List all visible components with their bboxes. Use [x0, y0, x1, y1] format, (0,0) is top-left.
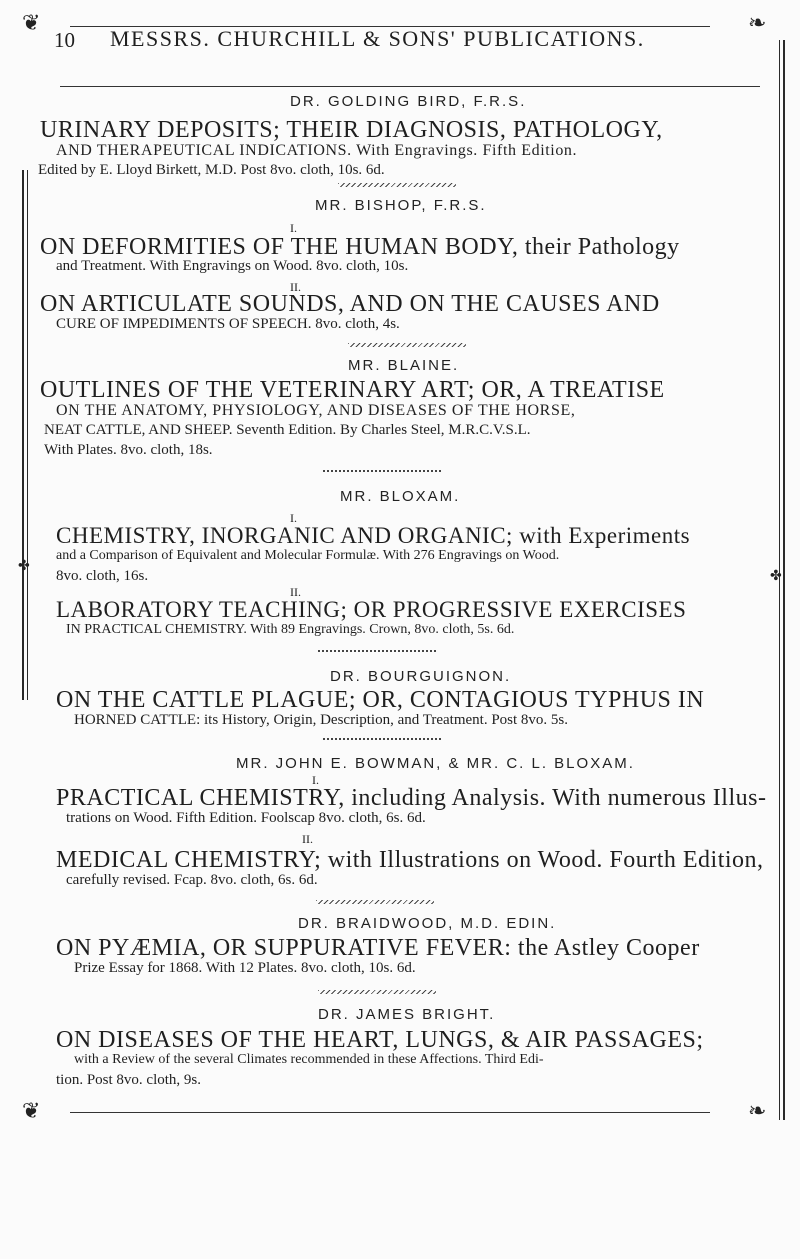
volume-numeral: II. — [290, 585, 301, 599]
section-divider — [323, 738, 441, 742]
volume-numeral: II. — [302, 832, 313, 846]
section-divider — [338, 183, 456, 187]
volume-numeral: I. — [290, 511, 297, 525]
book-title: ON PYÆMIA, OR SUPPURATIVE FEVER: the Astley Cooper — [56, 935, 700, 961]
book-details: IN PRACTICAL CHEMISTRY. With 89 Engravings. Crown, 8vo. cloth, 5s. 6d. — [66, 622, 515, 637]
volume-numeral: I. — [312, 773, 319, 787]
book-title: MEDICAL CHEMISTRY; with Illustrations on Wood. Fourth Edition, — [56, 847, 764, 873]
author-heading: MR. BLOXAM. — [340, 488, 461, 505]
author-heading: DR. GOLDING BIRD, F.R.S. — [290, 93, 527, 110]
book-details: NEAT CATTLE, AND SHEEP. Seventh Edition. By Charles Steel, M.R.C.V.S.L. — [44, 422, 531, 438]
book-details: trations on Wood. Fifth Edition. Foolscap 8vo. cloth, 6s. 6d. — [66, 810, 426, 826]
side-ornament-left: ✤ — [18, 559, 30, 574]
volume-numeral: I. — [290, 221, 297, 235]
book-details: 8vo. cloth, 16s. — [56, 568, 149, 584]
section-divider — [323, 470, 441, 474]
book-details: With Plates. 8vo. cloth, 18s. — [44, 442, 213, 458]
book-title: URINARY DEPOSITS; THEIR DIAGNOSIS, PATHOLOGY, — [40, 117, 663, 143]
author-heading: DR. JAMES BRIGHT. — [318, 1006, 496, 1023]
book-details: Prize Essay for 1868. With 12 Plates. 8vo. cloth, 10s. 6d. — [74, 960, 416, 976]
book-title: ON THE CATTLE PLAGUE; OR, CONTAGIOUS TYPHUS IN — [56, 687, 705, 713]
book-details: CURE OF IMPEDIMENTS OF SPEECH. 8vo. cloth, 4s. — [56, 316, 400, 332]
book-subtitle: ON THE ANATOMY, PHYSIOLOGY, AND DISEASES OF THE HORSE, — [56, 402, 576, 419]
book-details: and a Comparison of Equivalent and Molecular Formulæ. With 276 Engravings on Wood. — [56, 548, 560, 563]
book-title: CHEMISTRY, INORGANIC AND ORGANIC; with Experiments — [56, 523, 691, 548]
author-heading: MR. BISHOP, F.R.S. — [315, 197, 487, 214]
right-border-rule — [783, 40, 785, 1120]
page-header — [40, 20, 760, 60]
book-title: LABORATORY TEACHING; OR PROGRESSIVE EXERCISES — [56, 597, 687, 622]
section-divider — [318, 990, 436, 994]
side-ornament-right: ✤ — [770, 569, 782, 584]
book-title: ON ARTICULATE SOUNDS, AND ON THE CAUSES AND — [40, 291, 660, 317]
corner-ornament-top-right: ❧ — [748, 10, 767, 35]
corner-ornament-bottom-right: ❧ — [748, 1098, 767, 1123]
book-details: HORNED CATTLE: its History, Origin, Description, and Treatment. Post 8vo. 5s. — [74, 712, 569, 728]
author-heading: MR. BLAINE. — [348, 357, 460, 374]
section-divider — [316, 900, 434, 904]
book-details: Edited by E. Lloyd Birkett, M.D. Post 8vo. cloth, 10s. 6d. — [38, 162, 385, 178]
corner-ornament-top-left: ❦ — [22, 10, 41, 35]
left-border-rule — [22, 170, 24, 700]
author-heading: DR. BOURGUIGNON. — [330, 668, 512, 685]
volume-numeral: II. — [290, 280, 301, 294]
corner-ornament-bottom-left: ❦ — [22, 1098, 41, 1123]
page-number: 10 — [54, 28, 75, 52]
bottom-ornament-rule — [70, 1112, 710, 1113]
header-underline-rule — [60, 86, 760, 87]
book-title: ON DEFORMITIES OF THE HUMAN BODY, their Pathology — [40, 234, 680, 260]
book-title: OUTLINES OF THE VETERINARY ART; OR, A TREATISE — [40, 377, 665, 403]
section-divider — [318, 650, 436, 654]
book-subtitle: AND THERAPEUTICAL INDICATIONS. With Engravings. Fifth Edition. — [56, 142, 578, 159]
book-title: ON DISEASES OF THE HEART, LUNGS, & AIR PASSAGES; — [56, 1027, 704, 1053]
author-heading: DR. BRAIDWOOD, M.D. EDIN. — [298, 915, 557, 932]
book-details: tion. Post 8vo. cloth, 9s. — [56, 1072, 202, 1088]
book-details: carefully revised. Fcap. 8vo. cloth, 6s. 6d. — [66, 872, 318, 888]
running-title: MESSRS. CHURCHILL & SONS' PUBLICATIONS. — [110, 26, 645, 51]
book-title: PRACTICAL CHEMISTRY, including Analysis. With numerous Illus- — [56, 785, 767, 811]
section-divider — [348, 343, 466, 347]
book-details: with a Review of the several Climates recommended in these Affections. Third Edi- — [74, 1052, 544, 1067]
left-border-rule-inner — [27, 170, 28, 700]
author-heading: MR. JOHN E. BOWMAN, & MR. C. L. BLOXAM. — [236, 755, 635, 772]
book-details: and Treatment. With Engravings on Wood. 8vo. cloth, 10s. — [56, 258, 409, 274]
